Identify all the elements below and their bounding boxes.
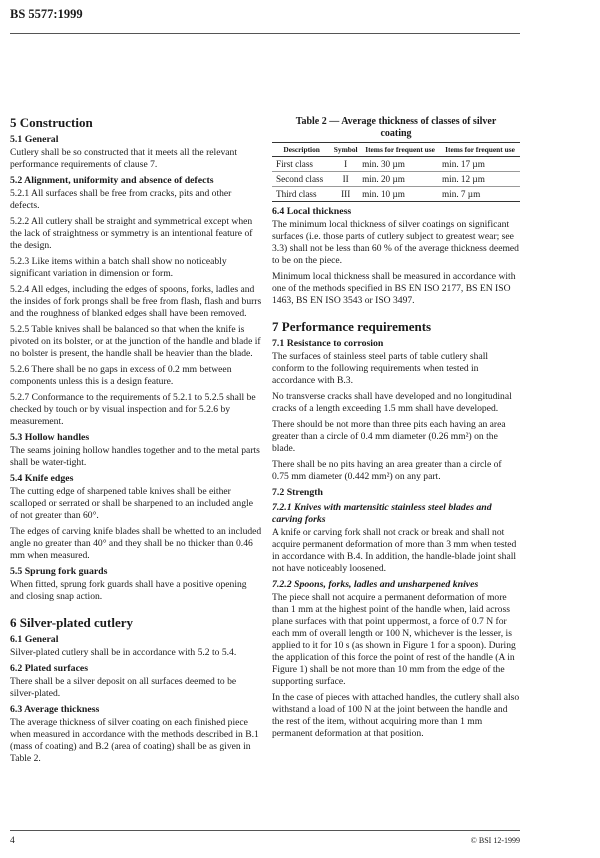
clause-7-1-text-4: There shall be no pits having an area greater than a circle of 0.75 mm diameter (0.442 mm²) on any part. xyxy=(272,459,502,482)
table-cell: I xyxy=(331,157,360,172)
clause-5-2-1: 5.2.1 All surfaces shall be free from cracks, pits and other defects. xyxy=(10,188,232,211)
table-cell: Second class xyxy=(272,172,331,187)
clause-5-4-title: 5.4 Knife edges xyxy=(10,473,74,484)
table-cell: II xyxy=(331,172,360,187)
table-header-cell: Items for frequent use xyxy=(440,143,520,157)
clause-5-5-title: 5.5 Sprung fork guards xyxy=(10,566,108,577)
left-column xyxy=(10,115,262,769)
clause-7-2-title: 7.2 Strength xyxy=(272,487,323,498)
table-row xyxy=(272,172,520,187)
clause-5-2-5: 5.2.5 Table knives shall be balanced so that when the knife is pivoted on its bolster, or at the junction of the handle and blade if no bolster is present, the handle shall be heavier than the blade. xyxy=(10,324,261,359)
clause-6-4-text-1: The minimum local thickness of silver coatings on significant surfaces (i.e. those parts of cutlery subject to greatest wear; see 3.3) shall not be less than 60 % of the average thickness deemed to be on the piece. xyxy=(272,219,519,266)
section-6-title: 6 Silver-plated cutlery xyxy=(10,615,133,630)
clause-5-2-3: 5.2.3 Like items within a batch shall show no noticeably significant variation in dimension or form. xyxy=(10,256,227,279)
clause-5-2-7: 5.2.7 Conformance to the requirements of 5.2.1 to 5.2.5 shall be checked by touch or by visual inspection and for 5.2.6 by measurement. xyxy=(10,392,256,427)
clause-6-1-title: 6.1 General xyxy=(10,634,59,645)
footer-rule xyxy=(10,830,520,831)
right-column xyxy=(272,116,520,744)
table-cell: min. 12 µm xyxy=(440,172,520,187)
clause-6-4-title: 6.4 Local thickness xyxy=(272,206,352,217)
table-row xyxy=(272,187,520,202)
clause-5-2-4: 5.2.4 All edges, including the edges of spoons, forks, ladles and the insides of fork prongs shall be free from flash, flash and burrs and the roughness of blanked edges shall have been removed. xyxy=(10,284,262,319)
clause-7-1-text-1: The surfaces of stainless steel parts of table cutlery shall conform to the following requirements when tested in accordance with B.3. xyxy=(272,351,489,386)
clause-7-2-2-text-1: The piece shall not acquire a permanent deformation of more than 1 mm at the highest point of the handle when, laid across plane surfaces with that point uppermost, a force of 0.7 N for each mm of overall length or 100 N, whichever is the lesser, is applied to it for 10 s (as shown in Figure 1 for a spoon). During the application of this force the point of rest of the handle (A in Figure 1) shall be not more than 10 mm from the edge of the supporting surface. xyxy=(272,592,516,687)
table-row xyxy=(272,157,520,172)
table-header-cell: Items for frequent use xyxy=(360,143,440,157)
clause-5-4-text-1: The cutting edge of sharpened table knives shall be either scalloped or serrated or shall be sharpened to an included angle of not greater than 60°. xyxy=(10,486,253,521)
clause-6-2-text: There shall be a silver deposit on all surfaces deemed to be silver-plated. xyxy=(10,676,237,699)
header-rule xyxy=(10,33,520,34)
clause-7-2-1-title: 7.2.1 Knives with martensitic stainless steel blades and carving forks xyxy=(272,502,492,525)
table-2 xyxy=(272,142,520,202)
clause-5-2-6: 5.2.6 There shall be no gaps in excess of 0.2 mm between components unless this is a design feature. xyxy=(10,364,232,387)
clause-5-1-title: 5.1 General xyxy=(10,134,59,145)
section-5-title: 5 Construction xyxy=(10,115,93,130)
clause-6-2-title: 6.2 Plated surfaces xyxy=(10,663,89,674)
clause-6-1-text: Silver-plated cutlery shall be in accordance with 5.2 to 5.4. xyxy=(10,647,237,658)
table-cell: First class xyxy=(272,157,331,172)
clause-7-1-text-2: No transverse cracks shall have developed and no longitudinal cracks of a length exceeding 1.5 mm shall have developed. xyxy=(272,391,512,414)
page-number: 4 xyxy=(10,836,15,846)
table-cell: min. 17 µm xyxy=(440,157,520,172)
table-header-cell: Symbol xyxy=(331,143,360,157)
table-header-cell: Description xyxy=(272,143,331,157)
table-cell: min. 20 µm xyxy=(360,172,440,187)
clause-7-1-text-3: There should be not more than three pits each having an area greater than a circle of 0.4 mm diameter (0.26 mm²) on the blade. xyxy=(272,419,506,454)
table-cell: III xyxy=(331,187,360,202)
clause-6-3-title: 6.3 Average thickness xyxy=(10,704,100,715)
table-cell: Third class xyxy=(272,187,331,202)
clause-5-5-text: When fitted, sprung fork guards shall have a positive opening and closing snap action. xyxy=(10,579,247,602)
clause-5-2-2: 5.2.2 All cutlery shall be straight and symmetrical except when the lack of straightness or symmetry is an intentional feature of the design. xyxy=(10,216,253,251)
table-cell: min. 30 µm xyxy=(360,157,440,172)
clause-5-1-text: Cutlery shall be so constructed that it meets all the relevant performance requirements of clause 7. xyxy=(10,147,237,170)
document-id: BS 5577:1999 xyxy=(10,7,83,21)
clause-7-1-title: 7.1 Resistance to corrosion xyxy=(272,338,384,349)
clause-5-3-text: The seams joining hollow handles together and to the metal parts shall be water-tight. xyxy=(10,445,260,468)
clause-5-2-title: 5.2 Alignment, uniformity and absence of defects xyxy=(10,175,214,186)
section-7-title: 7 Performance requirements xyxy=(272,319,432,334)
clause-6-3-text: The average thickness of silver coating on each finished piece when measured in accordance with the methods described in B.1 (mass of coating) and B.2 (area of coating) shall be as given in Table 2. xyxy=(10,717,259,764)
clause-7-2-2-title: 7.2.2 Spoons, forks, ladles and unsharpened knives xyxy=(272,579,479,590)
clause-7-2-2-text-2: In the case of pieces with attached handles, the cutlery shall also withstand a load of 100 N at the joint between the handle and the rest of the item, without acquiring more than 1 mm permanent deformation at that position. xyxy=(272,692,520,739)
table-cell: min. 7 µm xyxy=(440,187,520,202)
clause-7-2-1-text: A knife or carving fork shall not crack or break and shall not acquire permanent deformation of more than 3 mm when tested in accordance with B.4. In addition, the handle-blade joint shall not have noticeably loosened. xyxy=(272,527,517,574)
table-cell: min. 10 µm xyxy=(360,187,440,202)
clause-6-4-text-2: Minimum local thickness shall be measured in accordance with one of the methods specified in BS EN ISO 2177, BS EN ISO 1463, BS EN ISO 3543 or ISO 3497. xyxy=(272,271,516,306)
clause-5-4-text-2: The edges of carving knife blades shall be whetted to an included angle no greater than 40° and they shall be no thicker than 0.46 mm when measured. xyxy=(10,526,262,561)
copyright-notice: © BSI 12-1999 xyxy=(470,836,520,845)
clause-5-3-title: 5.3 Hollow handles xyxy=(10,432,90,443)
table-2-title: Table 2 — Average thickness of classes of silver coating xyxy=(295,116,497,139)
